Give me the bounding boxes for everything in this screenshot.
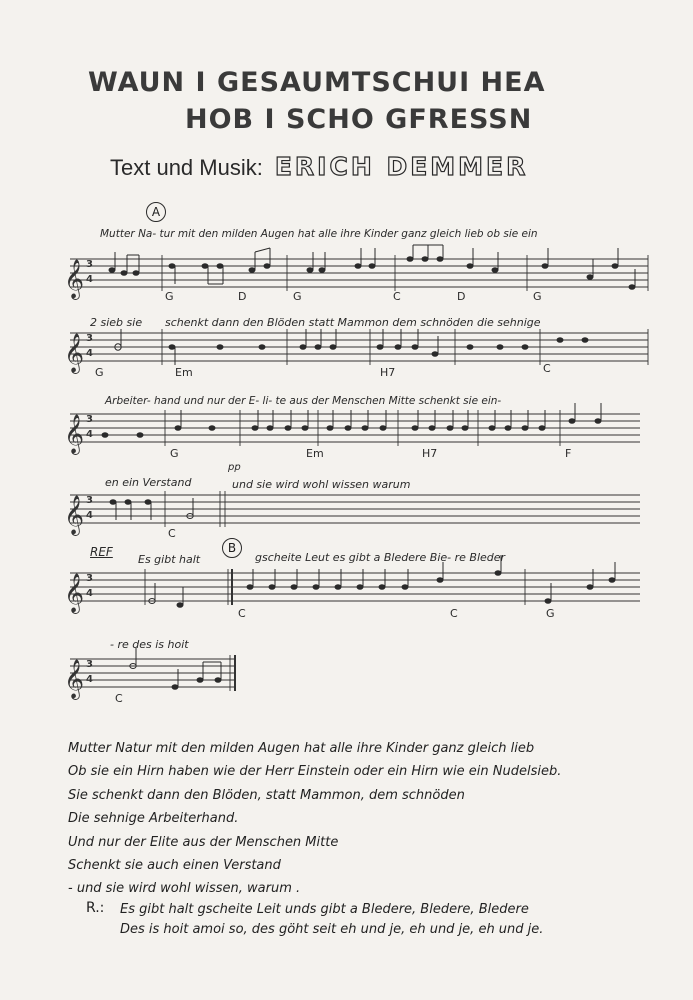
chord-label: G: [95, 366, 104, 379]
svg-text:3: 3: [86, 659, 93, 670]
svg-text:𝄞: 𝄞: [64, 573, 85, 613]
verse-line: Schenkt sie auch einen Verstand: [68, 857, 281, 873]
verse-block: [68, 737, 561, 901]
refrain-line: Es gibt halt gscheite Leit unds gibt a Bledere, Bledere, Bledere: [120, 902, 529, 917]
chord-label: F: [565, 447, 572, 460]
chord-label: G: [170, 447, 179, 460]
verse-line: Mutter Natur mit den milden Augen hat alle ihre Kinder ganz gleich lieb: [68, 741, 535, 756]
svg-text:4: 4: [86, 429, 93, 440]
system-6-lyrics: - re des is hoit: [110, 638, 189, 651]
staff-system-4: [70, 491, 640, 527]
chord-label: D: [457, 290, 466, 303]
chord-label: C: [168, 527, 176, 540]
system-4-lyrics: en ein Verstand: [105, 476, 192, 489]
system-2-lyrics-a: 2 sieb sie: [90, 316, 143, 329]
song-title-line-1: WAUN I GESAUMTSCHUI HEA: [88, 67, 546, 98]
song-title-line-2: HOB I SCHO GFRESSN: [185, 104, 533, 135]
verse-line: Die sehnige Arbeiterhand.: [68, 811, 239, 827]
system-5-lyrics-a: Es gibt halt: [138, 553, 201, 566]
svg-text:4: 4: [86, 348, 93, 359]
svg-text:𝄞: 𝄞: [64, 259, 85, 299]
chord-label: H7: [422, 447, 438, 460]
chord-label: C: [543, 362, 551, 375]
svg-text:𝄞: 𝄞: [64, 659, 85, 699]
chord-label: G: [546, 607, 555, 620]
section-a-marker: A: [146, 202, 166, 222]
credits-label: Text und Musik:: [110, 155, 263, 180]
chord-label: Em: [175, 366, 193, 379]
svg-text:3: 3: [86, 573, 93, 584]
dynamic-marking: pp: [228, 462, 241, 473]
chord-label: Em: [306, 447, 324, 460]
chord-label: G: [165, 290, 174, 303]
svg-text:4: 4: [86, 588, 93, 599]
refrain-label: R.:: [86, 900, 105, 916]
svg-text:4: 4: [86, 274, 93, 285]
system-2-lyrics-b: schenkt dann den Blöden statt Mammon dem schnöden die sehnige: [165, 316, 541, 329]
chord-label: G: [293, 290, 302, 303]
svg-text:3: 3: [86, 414, 93, 425]
staff-system-3: [70, 410, 640, 446]
svg-text:3: 3: [86, 495, 93, 506]
svg-text:𝄞: 𝄞: [64, 414, 85, 454]
system-4-lyrics-b: und sie wird wohl wissen warum: [232, 478, 411, 491]
refrain-block: [88, 900, 543, 940]
verse-line: Und nur der Elite aus der Menschen Mitte: [68, 834, 339, 850]
staff-system-1: [70, 255, 648, 291]
refrain-line: Des is hoit amoi so, des göht seit eh und je, eh und je, eh und je.: [120, 922, 544, 937]
chord-label: H7: [380, 366, 396, 379]
chord-label: C: [450, 607, 458, 620]
svg-text:𝄞: 𝄞: [64, 333, 85, 373]
verse-line: Ob sie ein Hirn haben wie der Herr Einstein oder ein Hirn wie ein Nudelsieb.: [68, 764, 562, 780]
system-3-lyrics: Arbeiter- hand und nur der E- li- te aus der Menschen Mitte schenkt sie ein-: [105, 395, 502, 407]
svg-text:4: 4: [86, 510, 93, 521]
section-b-marker: B: [222, 538, 242, 558]
chord-label: D: [238, 290, 247, 303]
staff-system-6: [70, 655, 235, 691]
chord-label: C: [393, 290, 401, 303]
svg-text:3: 3: [86, 259, 93, 270]
staff-system-2: [70, 329, 648, 365]
svg-text:3: 3: [86, 333, 93, 344]
chord-label: C: [115, 692, 123, 705]
chord-label: G: [533, 290, 542, 303]
verse-line: Sie schenkt dann den Blöden, statt Mammon, dem schnöden: [68, 787, 465, 803]
system-5-lyrics-b: gscheite Leut es gibt a Bledere Bie- re Bleder: [255, 551, 506, 564]
credits-author: ERICH DEMMER: [274, 152, 529, 181]
svg-text:𝄞: 𝄞: [64, 495, 85, 535]
svg-text:4: 4: [86, 674, 93, 685]
verse-line: - und sie wird wohl wissen, warum .: [68, 881, 301, 897]
chord-label: C: [238, 607, 246, 620]
system-1-lyrics: Mutter Na- tur mit den milden Augen hat alle ihre Kinder ganz gleich lieb ob sie ein: [100, 228, 538, 240]
refrain-marker: REF: [90, 545, 113, 559]
